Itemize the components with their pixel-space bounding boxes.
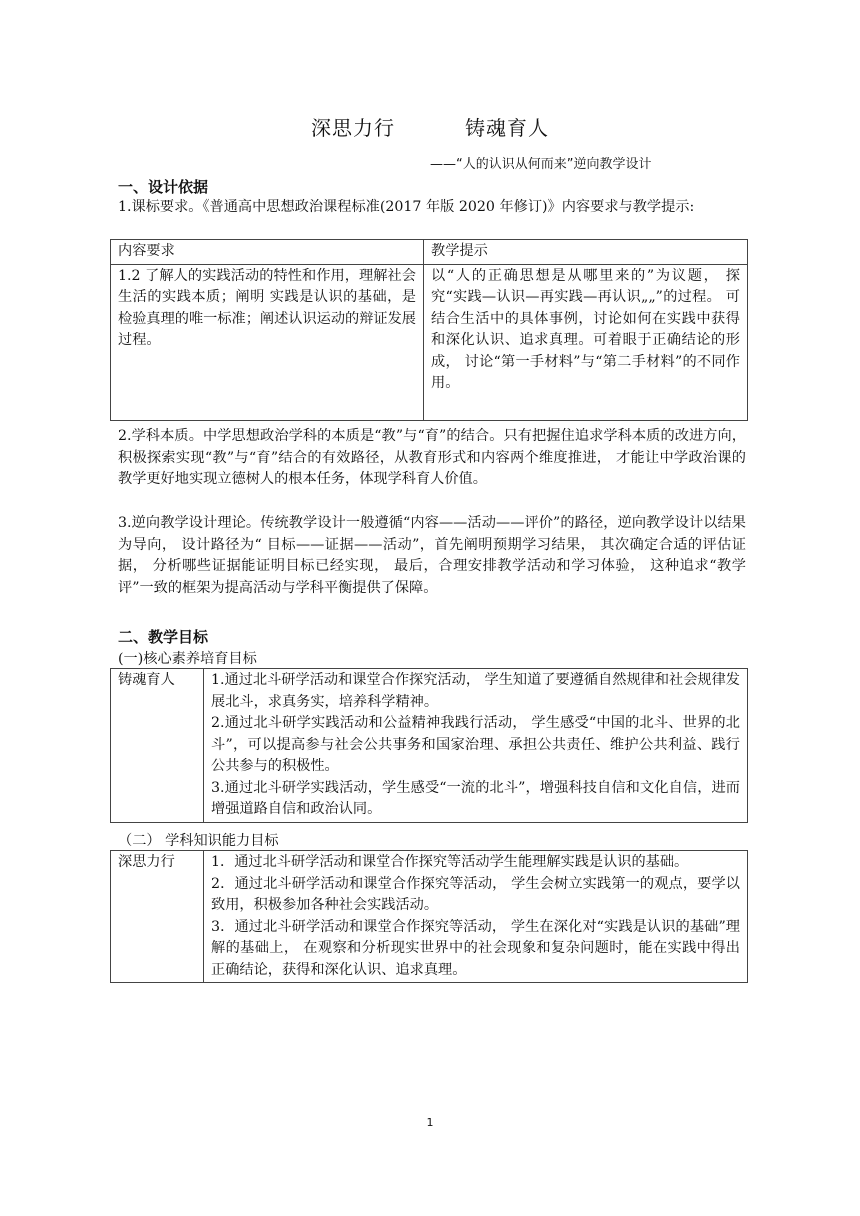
subject-essence-paragraph: 2.学科本质。中学思想政治学科的本质是“教”与“育”的结合。只有把握住追求学科本质的改进方向， 积极探索实现“教”与“育”结合的有效路径，从教育形式和内容两个维度推进， 才能让中学政治课的教学更好地实现立德树人的根本任务，体现学科育人价值。 (118, 428, 746, 487)
header-content-requirement: 内容要求 (111, 240, 424, 265)
goal-item: 3．通过北斗研学活动和课堂合作探究等活动， 学生在深化对“实践是认识的基础”理解的基础上， 在观察和分析现实世界中的社会现象和复杂问题时，能在实践中得出正确结论，获得和深化认识、追求真理。 (211, 918, 740, 978)
content-requirement-cell: 1.2 了解人的实践活动的特性和作用，理解社会生活的实践本质；阐明 实践是认识的基础，是检验真理的唯一标准；阐述认识运动的辩证发展过程。 (111, 264, 424, 420)
knowledge-ability-subheading: （二） 学科知识能力目标 (118, 833, 279, 849)
core-literacy-label: 铸魂育人 (111, 669, 204, 823)
backward-design-paragraph: 3.逆向教学设计理论。传统教学设计一般遵循“内容——活动——评价”的路径，逆向教学设计以结果为导向， 设计路径为“ 目标——证据——活动”，首先阐明预期学习结果， 其次确定合适的评估证据， 分析哪些证据能证明目标已经实现， 最后，合理安排教学活动和学习体验， 这种追求“教学评”一致的框架为提高活动与学科平衡提供了保障。 (118, 515, 746, 596)
goal-item: 1.通过北斗研学活动和课堂合作探究活动， 学生知道了要遵循自然规律和社会规律发展北斗，求真务实，培养科学精神。 (211, 672, 740, 710)
goal-item: 2．通过北斗研学活动和课堂合作探究等活动， 学生会树立实践第一的观点，要学以致用，积极参加各种社会实践活动。 (211, 875, 740, 913)
knowledge-ability-goals (204, 851, 748, 983)
curriculum-requirement-paragraph: 1.课标要求。《普通高中思想政治课程标准(2017 年版 2020 年修订)》内容要求与教学提示: (118, 199, 695, 215)
goal-item: 1．通过北斗研学活动和课堂合作探究等活动学生能理解实践是认识的基础。 (211, 854, 689, 870)
title-part-1: 深思力行 (311, 116, 395, 140)
goal-item: 3.通过北斗研学实践活动，学生感受“一流的北斗”，增强科技自信和文化自信，进而增强道路自信和政治认同。 (211, 779, 740, 817)
knowledge-ability-label: 深思力行 (111, 851, 204, 983)
knowledge-ability-table (110, 850, 748, 983)
goal-item: 2.通过北斗研学实践活动和公益精神我践行活动， 学生感受“中国的北斗、世界的北斗”，可以提高参与社会公共事务和国家治理、承担公共责任、维护公共利益、践行公共参与的积极性。 (211, 715, 740, 774)
page-subtitle: ——“人的认识从何而来”逆向教学设计 (430, 157, 652, 172)
title-part-2: 铸魂育人 (465, 116, 549, 140)
page-title (0, 112, 860, 141)
core-literacy-subheading: (一)核心素养培育目标 (118, 651, 257, 667)
curriculum-table (110, 239, 748, 421)
teaching-tips-cell: 以“人的正确思想是从哪里来的”为议题， 探究“实践—认识—再实践—再认识„„”的过程。 可结合生活中的具体事例，讨论如何在实践中获得和深化认识、追求真理。可着眼于正确结论的形成， 讨论“第一手材料”与“第二手材料”的不同作用。 (424, 264, 748, 420)
section-2-heading: 二、教学目标 (118, 628, 209, 646)
core-literacy-table (110, 668, 748, 823)
header-teaching-tips: 教学提示 (424, 240, 748, 265)
section-1-heading: 一、设计依据 (118, 178, 209, 196)
page-number: 1 (426, 1116, 434, 1129)
core-literacy-goals (204, 669, 748, 823)
